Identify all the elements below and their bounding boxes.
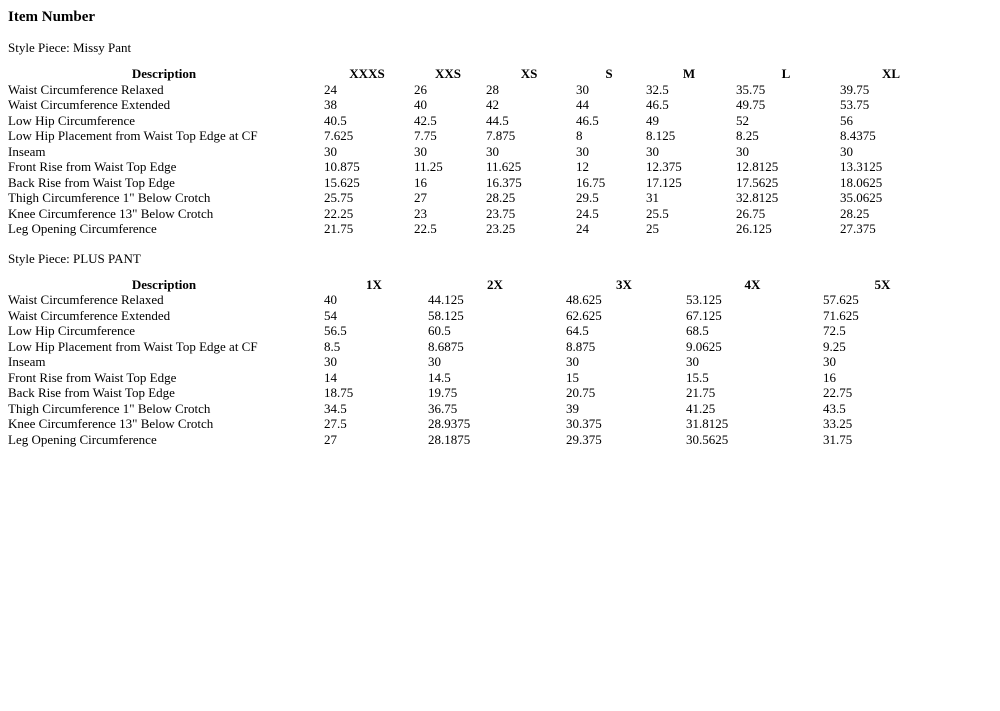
measurement-value: 57.625 (823, 292, 859, 307)
measurement-label: Leg Opening Circumference (8, 431, 157, 447)
measurement-value: 27 (414, 190, 427, 205)
measurement-value: 53.125 (686, 292, 722, 307)
size-column-header: 2X (487, 276, 503, 292)
size-column-header: 4X (744, 276, 761, 292)
measurement-value: 71.625 (823, 307, 859, 323)
measurement-value: 31.75 (823, 431, 853, 447)
measurement-value: 28.9375 (428, 416, 471, 431)
measurement-value: 30 (414, 143, 427, 159)
measurement-value: 25.75 (324, 190, 354, 205)
measurement-value: 21.75 (686, 385, 716, 400)
measurement-value: 72.5 (823, 323, 846, 338)
measurement-value: 10.875 (324, 159, 360, 174)
measurement-value: 24 (324, 81, 337, 97)
measurement-value: 16 (414, 174, 427, 190)
measurement-value: 48.625 (566, 292, 602, 307)
measurement-value: 54 (324, 307, 337, 323)
measurement-value: 23 (414, 205, 427, 221)
measurement-value: 22.25 (324, 205, 354, 221)
measurement-value: 28.1875 (428, 431, 471, 447)
measurement-row (6, 292, 944, 308)
measurement-value: 62.625 (566, 307, 602, 323)
measurement-value: 49 (646, 112, 659, 128)
measurement-value: 22.75 (823, 385, 853, 400)
measurement-value: 43.5 (823, 400, 846, 416)
measurement-value: 21.75 (324, 221, 354, 236)
measurement-value: 39 (566, 400, 579, 416)
size-spec-table-plus (6, 277, 944, 448)
measurement-row (6, 97, 944, 113)
measurement-value: 22.5 (414, 221, 437, 236)
measurement-value: 12.375 (646, 159, 682, 174)
measurement-value: 30 (324, 354, 337, 369)
measurement-value: 44.125 (428, 292, 464, 307)
measurement-label: Leg Opening Circumference (8, 221, 157, 236)
measurement-label: Front Rise from Waist Top Edge (8, 159, 177, 174)
measurement-value: 18.0625 (840, 174, 883, 190)
measurement-value: 8.6875 (428, 338, 464, 354)
measurement-value: 26.75 (736, 205, 766, 221)
measurement-row (6, 432, 944, 448)
measurement-value: 41.25 (686, 400, 716, 416)
measurement-value: 27.5 (324, 416, 347, 431)
measurement-value: 23.25 (486, 221, 516, 236)
measurement-row (6, 128, 944, 144)
measurement-value: 40 (324, 292, 337, 307)
size-column-header: XS (520, 66, 538, 81)
measurement-label: Low Hip Placement from Waist Top Edge at CF (8, 338, 258, 354)
measurement-label: Front Rise from Waist Top Edge (8, 369, 177, 385)
measurement-label: Waist Circumference Extended (8, 307, 171, 323)
measurement-value: 8.875 (566, 338, 596, 354)
measurement-value: 15 (566, 369, 579, 385)
size-spec-table-missy (6, 66, 944, 237)
measurement-value: 60.5 (428, 323, 451, 338)
measurement-value: 11.625 (486, 159, 522, 174)
measurement-value: 8.5 (324, 338, 341, 354)
measurement-value: 18.75 (324, 385, 354, 400)
measurement-value: 16.75 (576, 174, 606, 190)
measurement-row (6, 113, 944, 129)
measurement-value: 30 (576, 143, 589, 159)
measurement-value: 31 (646, 190, 659, 205)
measurement-value: 20.75 (566, 385, 596, 400)
size-column-header: M (682, 66, 696, 81)
measurement-label: Waist Circumference Extended (8, 97, 171, 112)
measurement-value: 26 (414, 81, 427, 97)
measurement-value: 12.8125 (736, 159, 779, 174)
page-title: Item Number (8, 9, 96, 25)
measurement-value: 26.125 (736, 221, 772, 236)
measurement-value: 30 (576, 81, 589, 97)
section-plus-pant (6, 251, 1000, 448)
measurement-value: 34.5 (324, 400, 347, 416)
measurement-value: 58.125 (428, 307, 464, 323)
measurement-label: Knee Circumference 13" Below Crotch (8, 416, 214, 431)
size-column-header: 3X (616, 276, 632, 292)
measurement-value: 36.75 (428, 400, 458, 416)
size-column-header: XXS (434, 66, 461, 81)
measurement-value: 30 (428, 354, 441, 369)
measurement-value: 28.25 (840, 205, 870, 221)
measurement-row (6, 144, 944, 160)
measurement-row (6, 175, 944, 191)
measurement-value: 11.25 (414, 159, 443, 174)
measurement-value: 30 (646, 143, 659, 159)
size-column-header: XXXS (349, 66, 385, 81)
size-column-header: L (781, 66, 791, 81)
measurement-row (6, 206, 944, 222)
measurement-value: 30 (324, 143, 337, 159)
measurement-value: 29.5 (576, 190, 599, 205)
measurement-value: 7.875 (486, 128, 516, 143)
measurement-value: 14.5 (428, 369, 451, 385)
measurement-row (6, 82, 944, 98)
measurement-value: 8.25 (736, 128, 759, 143)
measurement-value: 44.5 (486, 112, 509, 128)
measurement-value: 32.5 (646, 81, 669, 97)
measurement-row (6, 221, 944, 237)
measurement-label: Waist Circumference Relaxed (8, 81, 164, 97)
measurement-value: 28 (486, 81, 499, 97)
measurement-label: Thigh Circumference 1" Below Crotch (8, 400, 211, 416)
measurement-value: 17.125 (646, 174, 682, 190)
measurement-value: 19.75 (428, 385, 458, 400)
measurement-value: 31.8125 (686, 416, 729, 431)
section-missy-pant (6, 40, 1000, 237)
measurement-value: 33.25 (823, 416, 853, 431)
measurement-value: 42 (486, 97, 499, 112)
measurement-value: 9.25 (823, 338, 846, 354)
measurement-value: 30.375 (566, 416, 602, 431)
measurement-value: 9.0625 (686, 338, 722, 354)
measurement-value: 7.75 (414, 128, 437, 143)
measurement-value: 30 (686, 354, 699, 369)
measurement-label: Back Rise from Waist Top Edge (8, 385, 175, 400)
measurement-value: 56 (840, 112, 853, 128)
measurement-row (6, 159, 944, 175)
measurement-value: 7.625 (324, 128, 354, 143)
measurement-label: Back Rise from Waist Top Edge (8, 174, 175, 190)
measurement-value: 13.3125 (840, 159, 883, 174)
measurement-label: Inseam (8, 143, 46, 159)
measurement-value: 30 (486, 143, 499, 159)
measurement-value: 64.5 (566, 323, 589, 338)
measurement-value: 25 (646, 221, 659, 236)
style-piece-label: Style Piece: Missy Pant (8, 40, 132, 55)
measurement-value: 27.375 (840, 221, 876, 236)
measurement-value: 27 (324, 431, 337, 447)
measurement-row (6, 416, 944, 432)
measurement-value: 49.75 (736, 97, 766, 112)
measurement-value: 8.125 (646, 128, 676, 143)
measurement-row (6, 385, 944, 401)
measurement-value: 29.375 (566, 431, 602, 447)
measurement-value: 15.625 (324, 174, 360, 190)
size-column-header: XL (881, 66, 901, 81)
description-column-header: Description (131, 276, 197, 292)
measurement-value: 30 (736, 143, 749, 159)
measurement-value: 17.5625 (736, 174, 779, 190)
measurement-value: 30.5625 (686, 431, 729, 447)
measurement-value: 56.5 (324, 323, 347, 338)
measurement-label: Low Hip Circumference (8, 112, 136, 128)
measurement-value: 16 (823, 369, 836, 385)
measurement-label: Low Hip Circumference (8, 323, 136, 338)
measurement-value: 24.5 (576, 205, 599, 221)
description-column-header: Description (131, 66, 197, 81)
measurement-row (6, 323, 944, 339)
measurement-value: 12 (576, 159, 589, 174)
measurement-value: 40 (414, 97, 427, 112)
measurement-value: 30 (840, 143, 853, 159)
measurement-value: 23.75 (486, 205, 516, 221)
measurement-value: 67.125 (686, 307, 722, 323)
measurement-value: 25.5 (646, 205, 669, 221)
measurement-label: Knee Circumference 13" Below Crotch (8, 205, 214, 221)
measurement-label: Thigh Circumference 1" Below Crotch (8, 190, 211, 205)
measurement-value: 15.5 (686, 369, 709, 385)
measurement-value: 8 (576, 128, 583, 143)
measurement-value: 30 (566, 354, 579, 369)
measurement-value: 16.375 (486, 174, 522, 190)
measurement-label: Low Hip Placement from Waist Top Edge at CF (8, 128, 258, 143)
measurement-value: 42.5 (414, 112, 437, 128)
size-table-header-row (6, 277, 944, 293)
measurement-row (6, 308, 944, 324)
measurement-row (6, 370, 944, 386)
measurement-value: 24 (576, 221, 589, 236)
measurement-value: 35.75 (736, 81, 766, 97)
measurement-value: 38 (324, 97, 337, 112)
style-piece-label: Style Piece: PLUS PANT (8, 250, 141, 266)
measurement-row (6, 190, 944, 206)
measurement-value: 32.8125 (736, 190, 779, 205)
measurement-value: 35.0625 (840, 190, 883, 205)
measurement-row (6, 339, 944, 355)
measurement-label: Waist Circumference Relaxed (8, 292, 164, 307)
measurement-label: Inseam (8, 354, 46, 369)
measurement-value: 44 (576, 97, 589, 112)
measurement-value: 46.5 (576, 112, 599, 128)
size-column-header: 1X (366, 276, 382, 292)
measurement-value: 46.5 (646, 97, 669, 112)
measurement-value: 28.25 (486, 190, 516, 205)
measurement-value: 30 (823, 354, 836, 369)
measurement-value: 14 (324, 369, 337, 385)
measurement-value: 40.5 (324, 112, 347, 128)
size-column-header: S (605, 66, 613, 81)
size-table-header-row (6, 66, 944, 82)
measurement-value: 53.75 (840, 97, 870, 112)
measurement-row (6, 401, 944, 417)
measurement-value: 68.5 (686, 323, 709, 338)
size-column-header: 5X (874, 276, 891, 292)
measurement-value: 52 (736, 112, 749, 128)
measurement-value: 39.75 (840, 81, 870, 97)
measurement-row (6, 354, 944, 370)
measurement-value: 8.4375 (840, 128, 876, 143)
